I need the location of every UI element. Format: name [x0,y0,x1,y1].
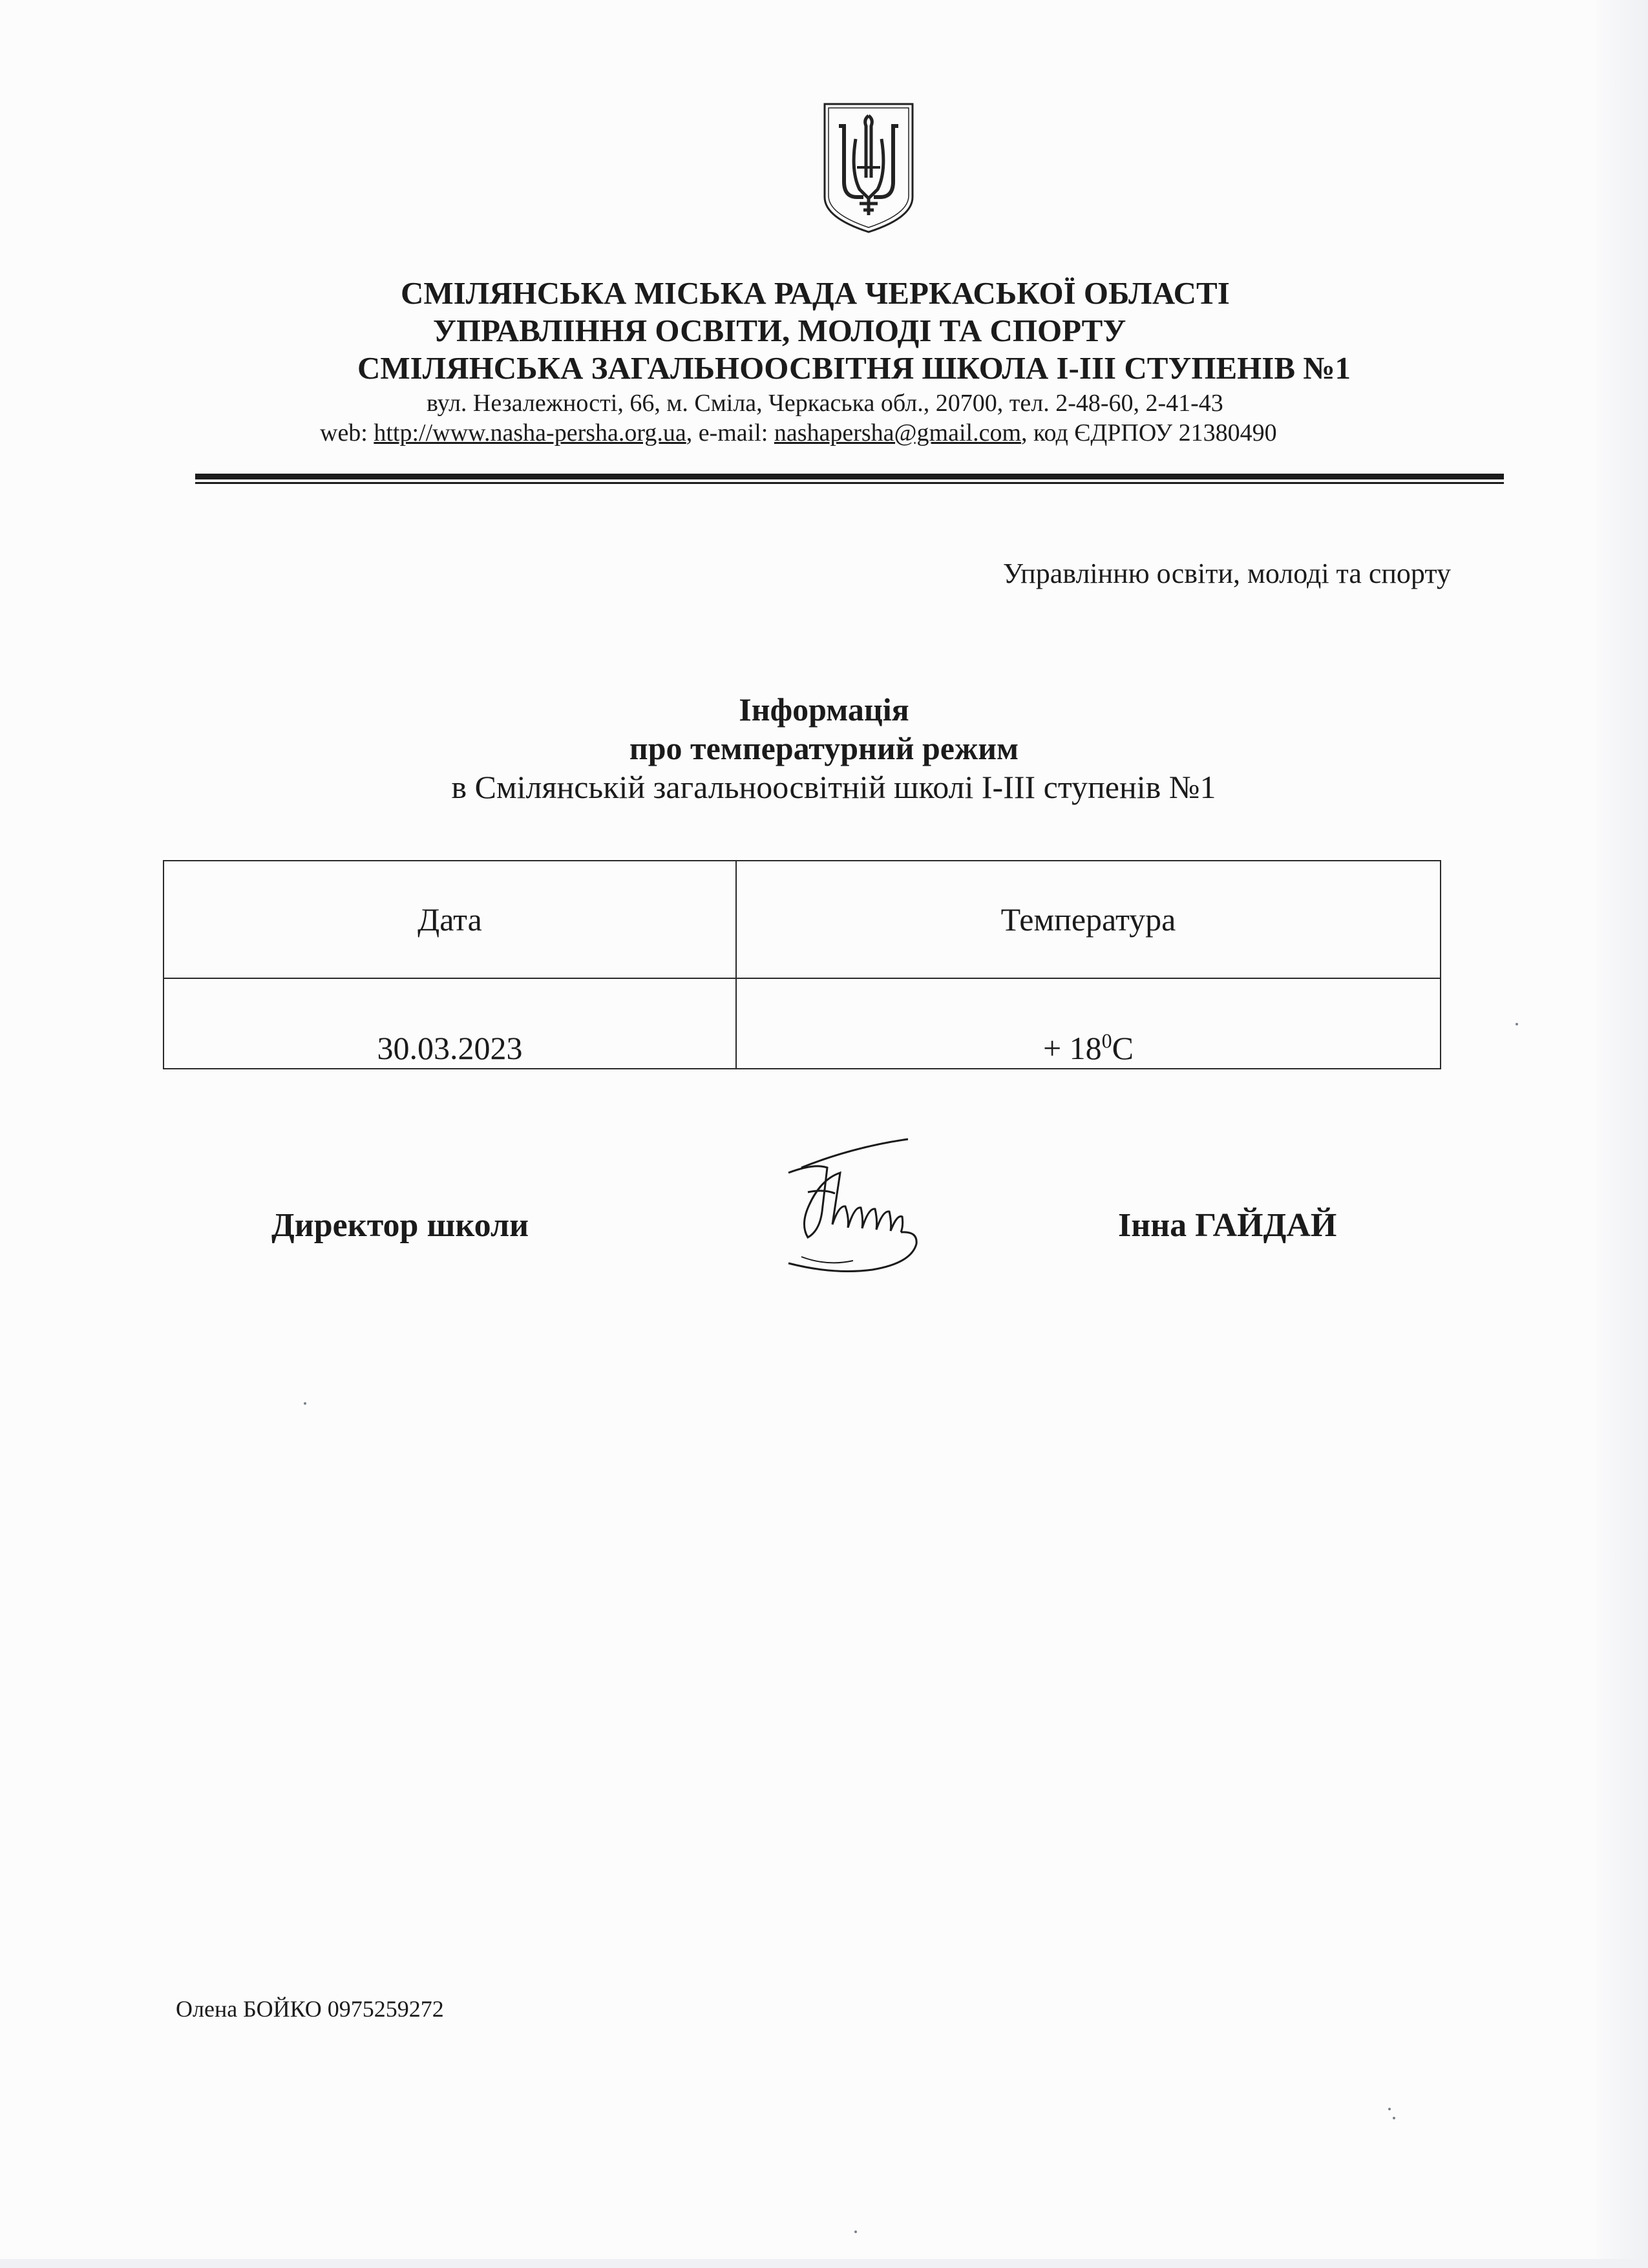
title-subject: про температурний режим [629,730,1019,766]
title-school: в Смілянській загальноосвітній школі І-ІІІ ступенів №1 [451,769,1216,805]
letterhead-address: вул. Незалежності, 66, м. Сміла, Черкаська обл., 20700, тел. 2-48-60, 2-41-43 [427,390,1223,417]
letterhead-department: УПРАВЛІННЯ ОСВІТИ, МОЛОДІ ТА СПОРТУ [433,313,1126,348]
scan-edge [1596,0,1648,2268]
letterhead-contacts [320,418,1277,448]
email-link[interactable]: nashapersha@gmail.com [774,419,1021,446]
recipient: Управлінню освіти, молоді та спорту [1002,558,1451,589]
title-heading: Інформація [739,691,909,728]
scan-bottom-edge [0,2259,1648,2268]
temperature-table [163,860,1441,1069]
temperature-unit: С [1112,1030,1134,1066]
web-label: web: [320,419,374,446]
scan-speck [1393,2117,1395,2119]
letterhead-school: СМІЛЯНСЬКА ЗАГАЛЬНООСВІТНЯ ШКОЛА І-ІІІ СТУПЕНІВ №1 [357,350,1351,386]
signatory-name: Інна ГАЙДАЙ [1118,1207,1337,1244]
temperature-value: + 18 [1042,1030,1102,1066]
email-label: , e-mail: [686,419,774,446]
edrpou-code: , код ЄДРПОУ 21380490 [1021,419,1277,446]
coat-of-arms-icon [821,100,916,236]
scan-speck [1388,2108,1391,2110]
handwritten-signature [763,1134,931,1308]
scan-speck [1516,1023,1518,1025]
letterhead-divider-thin [195,482,1504,484]
signature-position: Директор школи [271,1207,529,1244]
letterhead-divider-thick [195,474,1504,479]
cell-date: 30.03.2023 [164,978,736,1069]
scan-speck [304,1402,306,1405]
table-row [164,978,1441,1069]
scan-speck [854,2231,857,2233]
letterhead-council: СМІЛЯНСЬКА МІСЬКА РАДА ЧЕРКАСЬКОЇ ОБЛАСТІ [401,275,1230,311]
document-title [0,690,1648,806]
column-header-date: Дата [164,861,736,978]
executor-contact: Олена БОЙКО 0975259272 [176,1996,444,2022]
website-link[interactable]: http://www.nasha-persha.org.ua [374,419,686,446]
table-header-row [164,861,1441,978]
column-header-temperature: Температура [736,861,1441,978]
temperature-degree: 0 [1101,1029,1112,1053]
cell-temperature [736,978,1441,1069]
